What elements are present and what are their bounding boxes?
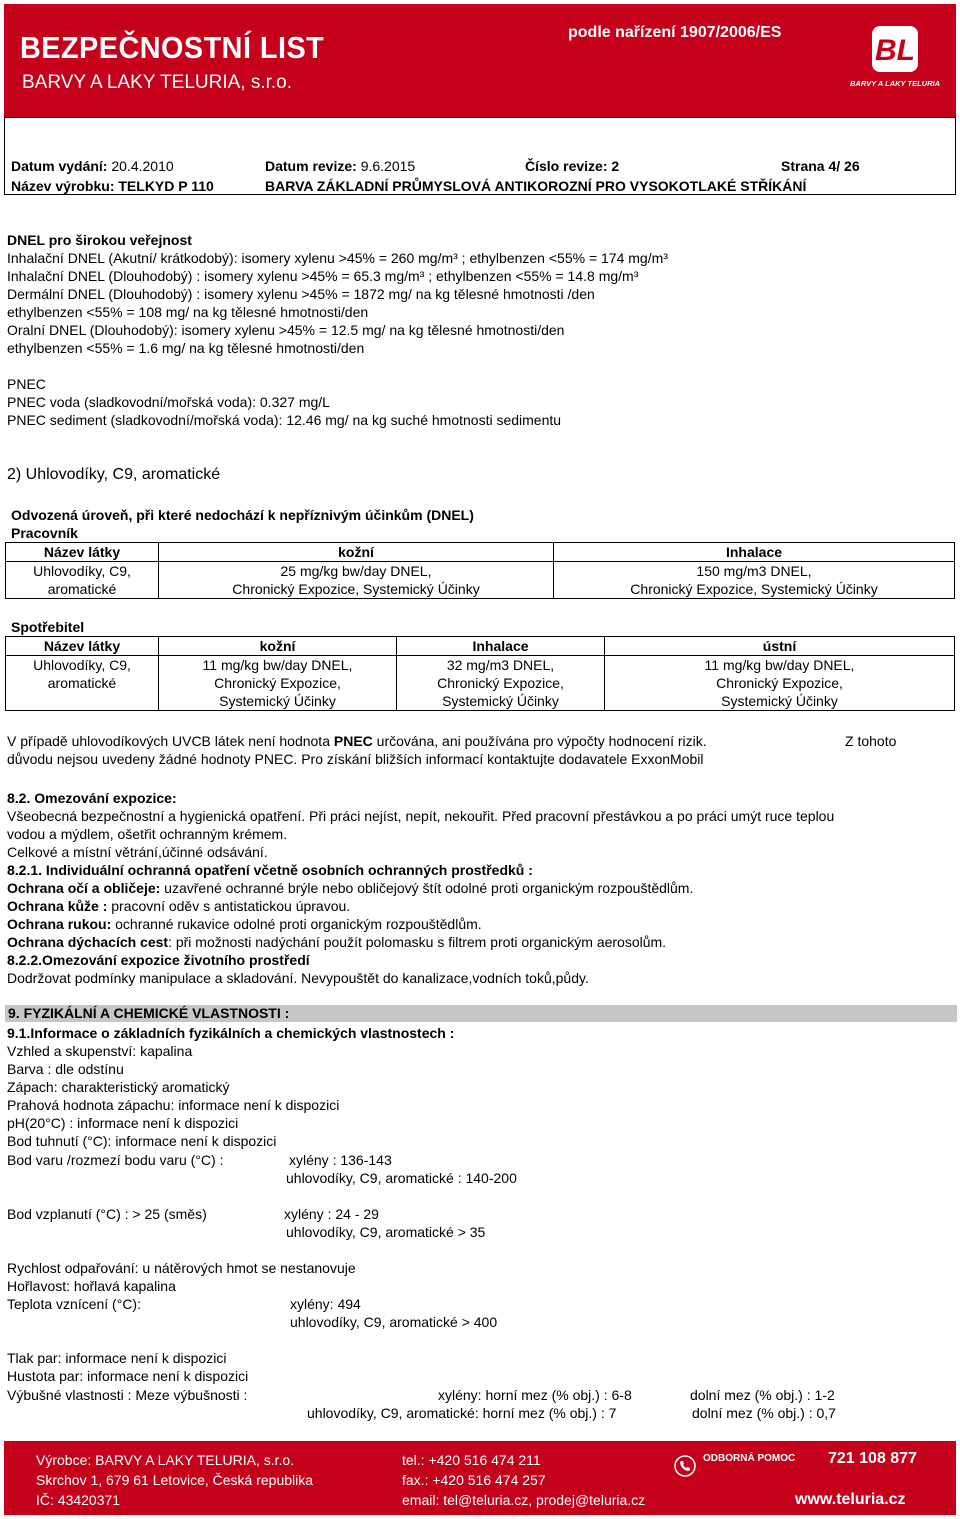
exposure-line: vodou a mýdlem, ošetřit ochranným krémem. <box>7 826 288 842</box>
document-title: BEZPEČNOSTNÍ LIST <box>20 30 325 65</box>
dnel-public-line: Dermální DNEL (Dlouhodobý) : isomery xylenu >45% = 1872 mg/ na kg tělesné hmotnosti /den <box>7 286 595 302</box>
page-number-label: Strana <box>781 158 825 174</box>
consumer-heading: Spotřebitel <box>11 619 85 635</box>
eye-protection <box>7 879 693 897</box>
skin-protection <box>7 897 350 915</box>
respiratory-protection <box>7 933 666 951</box>
pnec-note-right: Z tohoto <box>845 733 897 749</box>
table-row <box>6 656 955 711</box>
prop-boiling-value: uhlovodíky, C9, aromatické : 140-200 <box>286 1170 517 1186</box>
cell-inhalation: 150 mg/m3 DNEL, Chronický Expozice, Systemický Účinky <box>554 562 955 599</box>
substance-heading: 2) Uhlovodíky, C9, aromatické <box>7 466 221 483</box>
prop-odor: Zápach: charakteristický aromatický <box>7 1079 230 1095</box>
product-description: BARVA ZÁKLADNÍ PRŮMYSLOVÁ ANTIKOROZNÍ PRO VYSOKOTLAKÉ STŘÍKÁNÍ <box>265 178 807 194</box>
section-9-1-heading: 9.1.Informace o základních fyzikálních a chemických vlastnostech : <box>7 1025 455 1041</box>
prop-boiling-label: Bod varu /rozmezí bodu varu (°C) : <box>7 1152 224 1168</box>
prop-explosive-value: dolní mez (% obj.) : 1-2 <box>690 1387 835 1403</box>
prop-ignition-label: Teplota vznícení (°C): <box>7 1296 141 1312</box>
cell-inhalation: 32 mg/m3 DNEL, Chronický Expozice, Systemický Účinky <box>397 656 605 711</box>
header-dermal: kožní <box>159 543 554 562</box>
header-dermal: kožní <box>159 637 397 656</box>
prop-flash-value: uhlovodíky, C9, aromatické > 35 <box>286 1224 486 1240</box>
prop-explosive-value: dolní mez (% obj.) : 0,7 <box>692 1405 836 1421</box>
prop-appearance: Vzhled a skupenství: kapalina <box>7 1043 193 1059</box>
prop-evaporation: Rychlost odpařování: u nátěrových hmot se nestanovuje <box>7 1260 356 1276</box>
worker-heading: Pracovník <box>11 525 78 541</box>
prop-ignition-value: uhlovodíky, C9, aromatické > 400 <box>290 1314 498 1330</box>
respiratory-protection-label: Ochrana dýchacích cest <box>7 934 169 950</box>
prop-color: Barva : dle odstínu <box>7 1061 124 1077</box>
prop-explosive-value: xylény: horní mez (% obj.) : 6-8 <box>438 1387 632 1403</box>
dnel-public-line: Oralní DNEL (Dlouhodobý): isomery xylenu >45% = 12.5 mg/ na kg tělesné hmotnosti/den <box>7 322 565 338</box>
prop-vapor-pressure: Tlak par: informace není k dispozici <box>7 1350 227 1366</box>
footer-email: email: tel@teluria.cz, prodej@teluria.cz <box>402 1492 646 1508</box>
table-header-row <box>6 637 955 656</box>
regulation-text: podle nařízení 1907/2006/ES <box>568 24 782 41</box>
consumer-dnel-table <box>5 636 955 711</box>
footer-website: www.teluria.cz <box>795 1491 906 1508</box>
skin-protection-text: pracovní oděv s antistatickou úpravou. <box>107 898 351 914</box>
prop-ignition-value: xylény: 494 <box>290 1296 361 1312</box>
ppe-heading: 8.2.1. Individuální ochranná opatření včetně osobních ochranných prostředků : <box>7 862 533 878</box>
pnec-note-line2: důvodu nejsou uvedeny žádné hodnoty PNEC. Pro získání bližších informací kontaktujte dodavatele ExxonMobil <box>7 751 704 767</box>
company-logo <box>848 20 942 102</box>
prop-odor-threshold: Prahová hodnota zápachu: informace není k dispozici <box>7 1097 340 1113</box>
eye-protection-label: Ochrana očí a obličeje: <box>7 880 161 896</box>
dnel-public-line: Inhalační DNEL (Dlouhodobý) : isomery xylenu >45% = 65.3 mg/m³ ; ethylbenzen <55% = 14.8 mg/m³ <box>7 268 639 284</box>
logo-letters: BL <box>875 34 915 67</box>
prop-ph: pH(20°C) : informace není k dispozici <box>7 1115 239 1131</box>
dnel-public-line: ethylbenzen <55% = 1.6 mg/ na kg tělesné hmotnosti/den <box>7 340 365 356</box>
revision-number <box>525 158 619 174</box>
prop-vapor-density: Hustota par: informace není k dispozici <box>7 1368 249 1384</box>
phone-icon <box>674 1455 696 1477</box>
cell-dermal: 11 mg/kg bw/day DNEL, Chronický Expozice, Systemický Účinky <box>159 656 397 711</box>
prop-explosive-value: uhlovodíky, C9, aromatické: horní mez (% obj.) : 7 <box>307 1405 617 1421</box>
dnel-public-line: Inhalační DNEL (Akutní/ krátkodobý): isomery xylenu >45% = 260 mg/m³ ; ethylbenzen <55% = 174 mg/m³ <box>7 250 668 266</box>
header-inhalation: Inhalace <box>397 637 605 656</box>
prop-flammability: Hořlavost: hořlavá kapalina <box>7 1278 176 1294</box>
skin-protection-label: Ochrana kůže : <box>7 898 108 914</box>
footer-address: Skrchov 1, 679 61 Letovice, Česká republika <box>36 1472 314 1488</box>
revision-date-label: Datum revize: <box>265 158 357 174</box>
prop-melting: Bod tuhnutí (°C): informace není k dispozici <box>7 1133 277 1149</box>
pnec-line: PNEC sediment (sladkovodní/mořská voda): 12.46 mg/ na kg suché hmotnosti sedimentu <box>7 412 562 428</box>
cell-oral: 11 mg/kg bw/day DNEL, Chronický Expozice, Systemický Účinky <box>605 656 955 711</box>
hand-protection <box>7 915 482 933</box>
environment-heading: 8.2.2.Omezování expozice životního prostředí <box>7 952 310 968</box>
pnec-line: PNEC voda (sladkovodní/mořská voda): 0.327 mg/L <box>7 394 330 410</box>
note-text: V případě uhlovodíkových UVCB látek není hodnota <box>7 733 334 749</box>
revision-number-value: 2 <box>611 158 620 174</box>
prop-explosive-label: Výbušné vlastnosti : Meze výbušnosti : <box>7 1387 248 1403</box>
product-name-label: Název výrobku: <box>11 178 115 194</box>
section-9-heading: 9. FYZIKÁLNÍ A CHEMICKÉ VLASTNOSTI : <box>5 1005 957 1022</box>
worker-dnel-table <box>5 542 955 599</box>
cell-substance: Uhlovodíky, C9, aromatické <box>6 656 159 711</box>
prop-boiling-value: xylény : 136-143 <box>289 1152 392 1168</box>
page-number-value: 4/ 26 <box>828 158 860 174</box>
prop-flash-label: Bod vzplanutí (°C) : > 25 (směs) <box>7 1206 207 1222</box>
pnec-note-line <box>7 732 707 750</box>
note-pnec-bold: PNEC <box>333 733 373 749</box>
dnel-public-line: ethylbenzen <55% = 108 mg/ na kg tělesné hmotnosti/den <box>7 304 369 320</box>
revision-date <box>265 158 415 174</box>
footer-ic: IČ: 43420371 <box>36 1492 121 1508</box>
product-name-value: TELKYD P 110 <box>118 178 214 194</box>
footer-hotline-label: ODBORNÁ POMOC <box>703 1453 796 1464</box>
cell-substance: Uhlovodíky, C9, aromatické <box>6 562 159 599</box>
dnel-heading: Odvozená úroveň, při které nedochází k nepříznivým účinkům (DNEL) <box>11 507 474 523</box>
table-row <box>6 562 955 599</box>
logo-caption: BARVY A LAKY TELURIA <box>849 79 941 88</box>
note-text: určována, ani používána pro výpočty hodnocení rizik. <box>372 733 707 749</box>
exposure-line: Celkové a místní větrání,účinné odsávání. <box>7 844 268 860</box>
issue-date-value: 20.4.2010 <box>111 158 174 174</box>
hand-protection-label: Ochrana rukou: <box>7 916 112 932</box>
eye-protection-text: uzavřené ochranné brýle nebo obličejový štít odolné proti organickým rozpouštědlům. <box>160 880 694 896</box>
table-header-row <box>6 543 955 562</box>
exposure-line: Všeobecná bezpečnostní a hygienická opatření. Při práci nejíst, nepít, nekouřit. Před pracovní přestávkou a po práci umýt ruce teplou <box>7 808 835 824</box>
prop-flash-value: xylény : 24 - 29 <box>284 1206 379 1222</box>
page-number <box>781 158 860 174</box>
environment-text: Dodržovat podmínky manipulace a skladování. Nevypouštět do kanalizace,vodních toků,půdy. <box>7 970 589 986</box>
revision-number-label: Číslo revize: <box>525 158 608 174</box>
header-substance: Název látky <box>6 543 159 562</box>
company-name: BARVY A LAKY TELURIA, s.r.o. <box>22 72 293 93</box>
footer-producer: Výrobce: BARVY A LAKY TELURIA, s.r.o. <box>36 1452 295 1468</box>
cell-dermal: 25 mg/kg bw/day DNEL, Chronický Expozice, Systemický Účinky <box>159 562 554 599</box>
header-oral: ústní <box>605 637 955 656</box>
issue-date <box>11 158 174 174</box>
footer-fax: fax.: +420 516 474 257 <box>402 1472 546 1488</box>
dnel-public-heading: DNEL pro širokou veřejnost <box>7 232 192 248</box>
revision-date-value: 9.6.2015 <box>360 158 416 174</box>
header-inhalation: Inhalace <box>554 543 955 562</box>
pnec-heading: PNEC <box>7 376 46 392</box>
footer-tel: tel.: +420 516 474 211 <box>402 1452 541 1468</box>
respiratory-protection-text: : při možnosti nadýchání použít polomasku s filtrem proti organickým aerosolům. <box>168 934 667 950</box>
exposure-heading: 8.2. Omezování expozice: <box>7 790 177 806</box>
footer-hotline-number: 721 108 877 <box>828 1450 917 1467</box>
header-substance: Název látky <box>6 637 159 656</box>
issue-date-label: Datum vydání: <box>11 158 108 174</box>
product-name <box>11 178 214 194</box>
hand-protection-text: ochranné rukavice odolné proti organickým rozpouštědlům. <box>111 916 482 932</box>
